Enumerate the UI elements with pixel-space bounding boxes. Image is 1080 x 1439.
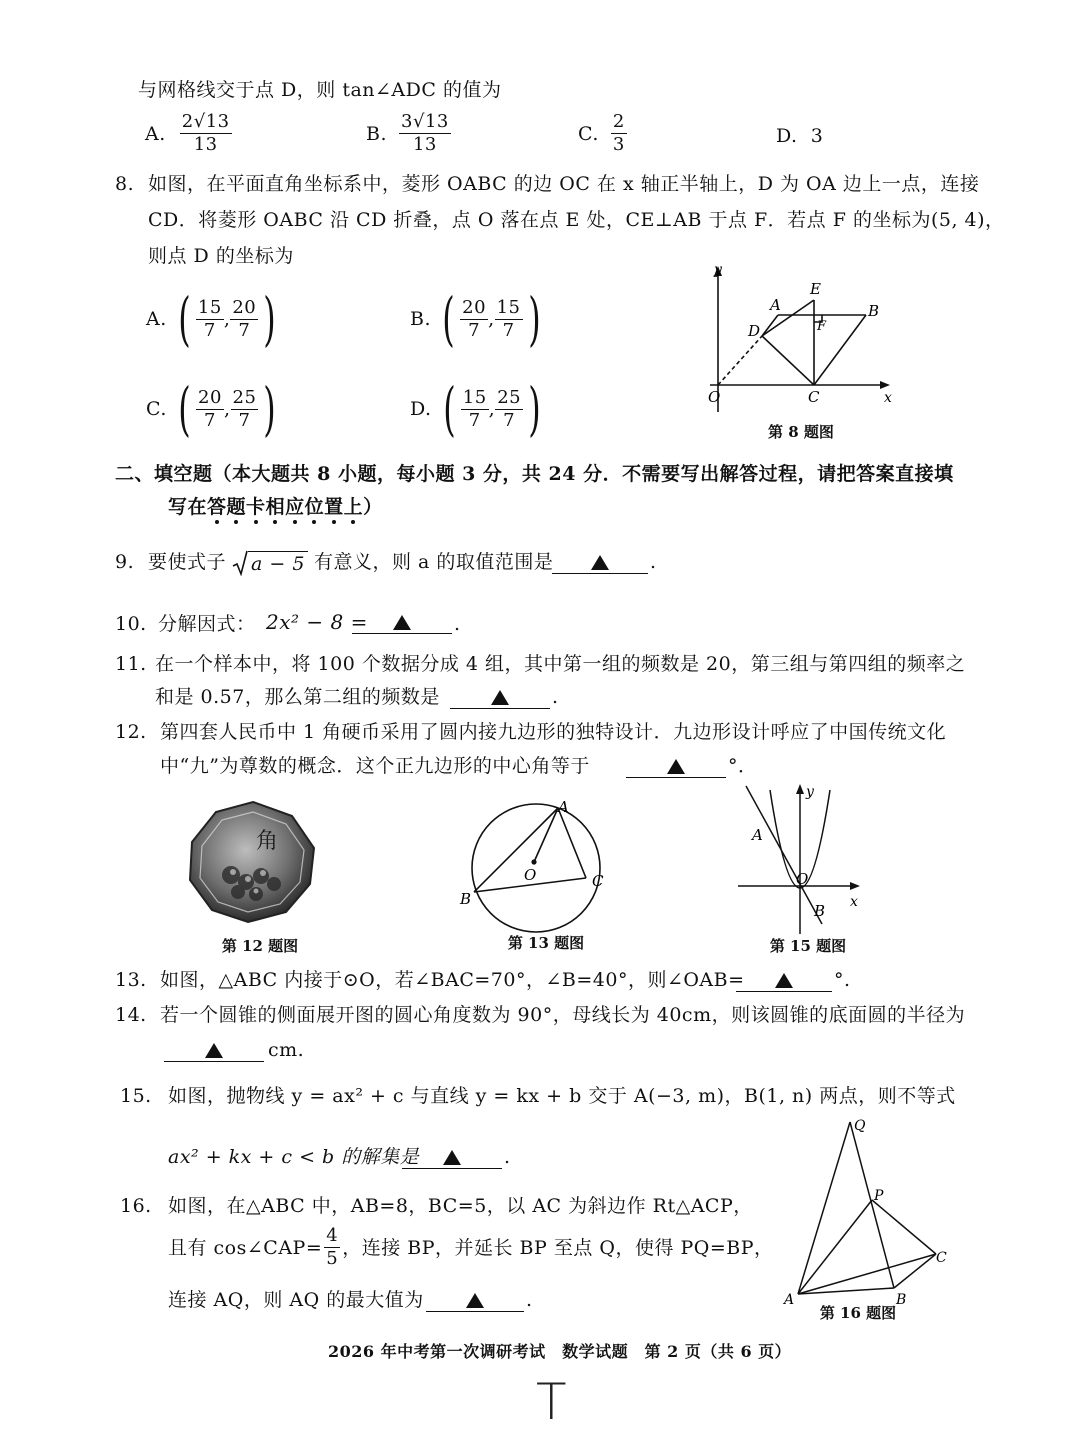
fig8-label-b: B (868, 302, 880, 320)
q10-answer-blank[interactable] (352, 611, 452, 634)
fig15-label-b: B (814, 902, 826, 920)
emphasis-char: 位 (304, 496, 325, 518)
fig8-label-d: D (748, 322, 761, 340)
answer-triangle-icon (667, 759, 685, 774)
q15-end: . (504, 1146, 511, 1168)
q10-end: . (454, 613, 461, 635)
q8-option-b: B. ( $\frac{20}{7}$ , $\frac{15}{7}$ ) (410, 285, 541, 353)
fig15-label-o: O (796, 870, 809, 888)
page-footer: 2026 年中考第一次调研考试 数学试题 第 2 页（共 6 页） (328, 1342, 792, 1361)
fig8-label-f: F (817, 319, 827, 334)
fig8-label-c: C (808, 388, 820, 406)
answer-triangle-icon (205, 1043, 223, 1058)
emphasis-char: 答 (207, 496, 227, 518)
emphasis-char: 上 (343, 496, 364, 518)
figure-8-diagram (690, 262, 910, 422)
q8-option-a: A. ( $\frac{15}{7}$ , $\frac{20}{7}$ ) (146, 285, 277, 353)
q8-option-d: D. ( $\frac{15}{7}$ , $\frac{25}{7}$ ) (410, 375, 542, 443)
q9-end: . (650, 551, 657, 573)
emphasis-char: 应 (285, 496, 305, 518)
q16-line1: 如图，在△ABC 中，AB=8，BC=5，以 AC 为斜边作 Rt△ACP， (168, 1195, 753, 1217)
q16-number: 16. (120, 1195, 152, 1217)
q10-number: 10. (115, 613, 147, 635)
fig8-od-dashed (718, 336, 762, 385)
fig13-caption: 第 13 题图 (507, 934, 585, 952)
q8-number: 8. (115, 173, 135, 195)
coin-character: 角 (256, 829, 279, 854)
q15-answer-blank[interactable] (402, 1146, 502, 1169)
q11-end: . (552, 686, 559, 708)
figure-13-diagram (456, 800, 616, 940)
fig13-label-b: B (460, 890, 472, 908)
emphasis-char: 置 (324, 496, 344, 518)
q8-option-c: C. ( $\frac{20}{7}$ , $\frac{25}{7}$ ) (146, 375, 277, 443)
handwritten-t-mark: T (536, 1373, 567, 1431)
fig13-label-c: C (592, 872, 604, 890)
section2-emphasis (207, 496, 363, 518)
emphasis-char: 相 (265, 496, 286, 518)
answer-triangle-icon (775, 973, 793, 988)
q12-answer-blank[interactable] (626, 755, 726, 778)
fig8-caption: 第 8 题图 (768, 423, 834, 441)
fig16-label-a: A (784, 1292, 795, 1308)
q14-line1: 若一个圆锥的侧面展开图的圆心角度数为 90°，母线长为 40cm，则该圆锥的底面圆的半径为 (160, 1004, 966, 1026)
section2-header-line1: 二、填空题（本大题共 8 小题，每小题 3 分，共 24 分．不需要写出解答过程，请把答案直接填 (115, 463, 954, 485)
q16-line3: 连接 AQ，则 AQ 的最大值为 (168, 1289, 424, 1311)
q12-line1: 第四套人民币中 1 角硬币采用了圆内接九边形的独特设计．九边形设计呼应了中国传统文化 (160, 721, 947, 743)
q15-line1: 如图，抛物线 y = ax² + c 与直线 y = kx + b 交于 A(−3, m)，B(1, n) 两点，则不等式 (168, 1085, 956, 1107)
fig15-label-a: A (752, 826, 763, 844)
q11-line2: 和是 0.57，那么第二组的频数是 (155, 686, 440, 708)
q16-end: . (526, 1289, 533, 1311)
q15-line2: ax² + kx + c < b 的解集是 (168, 1146, 420, 1168)
q7-tail: 与网格线交于点 D，则 tan∠ADC 的值为 (138, 79, 502, 101)
fig15-label-x: x (850, 894, 858, 910)
fig8-label-o: O (708, 388, 721, 406)
fig16-caption: 第 16 题图 (819, 1304, 897, 1322)
fig8-label-y: y (714, 262, 722, 278)
q7-option-b: B. $\frac{3√13}{13}$ (366, 111, 449, 155)
q10-expr: 2x² − 8 = (266, 610, 368, 634)
q11-line1: 在一个样本中，将 100 个数据分成 4 组，其中第一组的频数是 20，第三组与第四组的频率之 (155, 653, 966, 675)
q13-number: 13. (115, 969, 147, 991)
q12-number: 12. (115, 721, 147, 743)
fig15-label-y: y (806, 784, 814, 800)
q11-answer-blank[interactable] (450, 686, 550, 709)
q13-end: °. (834, 969, 851, 991)
q15-number: 15. (120, 1085, 152, 1107)
q16-answer-blank[interactable] (426, 1289, 524, 1312)
fig13-label-o: O (524, 866, 537, 884)
q12-line2: 中“九”为尊数的概念．这个正九边形的中心角等于 (160, 755, 590, 777)
q14-number: 14. (115, 1004, 147, 1026)
sqrt-icon (232, 550, 248, 576)
q7-option-c: C. $\frac{2}{3}$ (578, 111, 625, 155)
q9-text: 要使式子 a − 5 有意义，则 a 的取值范围是 (148, 551, 554, 575)
answer-triangle-icon (443, 1150, 461, 1165)
section2-header-line2: 写在答题卡相应位置上） (168, 496, 383, 518)
fig16-label-b: B (896, 1292, 907, 1308)
q9-number: 9. (115, 551, 135, 573)
fig8-label-x: x (884, 390, 892, 406)
answer-triangle-icon (591, 555, 609, 570)
figure-16-diagram (778, 1112, 958, 1308)
answer-triangle-icon (491, 690, 509, 705)
q16-line2: 且有 cos∠CAP= $\frac{4}{5}$ ，连接 BP，并延长 BP 至点 Q，使得 PQ=BP， (168, 1225, 774, 1269)
fig16-label-q: Q (854, 1118, 866, 1134)
emphasis-char: 卡 (246, 496, 266, 518)
fig16-label-c: C (936, 1250, 947, 1266)
q12-end: °． (728, 755, 758, 777)
q13-answer-blank[interactable] (736, 969, 832, 992)
answer-triangle-icon (393, 615, 411, 630)
emphasis-char: 题 (226, 496, 247, 518)
q8-line1: 如图，在平面直角坐标系中，菱形 OABC 的边 OC 在 x 轴正半轴上，D 为 OA 边上一点，连接 (148, 173, 980, 195)
fig8-label-e: E (810, 280, 821, 298)
q7-option-d: D. 3 (776, 125, 824, 147)
answer-triangle-icon (466, 1293, 484, 1308)
q13-text: 如图，△ABC 内接于⊙O，若∠BAC=70°，∠B=40°，则∠OAB= (160, 969, 745, 991)
fig16-label-p: P (874, 1188, 884, 1204)
fig12-caption: 第 12 题图 (221, 937, 299, 955)
q11-number: 11. (115, 653, 147, 675)
coin-image (186, 800, 320, 924)
q9-answer-blank[interactable] (552, 551, 648, 574)
q14-answer-blank[interactable] (164, 1039, 264, 1062)
q8-line3: 则点 D 的坐标为 (148, 245, 294, 267)
q10-pre: 分解因式： (158, 613, 256, 635)
q7-option-a: A. $\frac{2√13}{13}$ (145, 111, 230, 155)
fig13-label-a: A (558, 800, 569, 816)
fig8-label-a: A (770, 296, 781, 314)
q14-end: cm. (268, 1039, 305, 1061)
fig15-caption: 第 15 题图 (769, 937, 847, 955)
q9-sqrt: a − 5 (232, 550, 308, 576)
figure-15-diagram (730, 778, 870, 938)
q8-line2: CD．将菱形 OABC 沿 CD 折叠，点 O 落在点 E 处，CE⊥AB 于点 F．若点 F 的坐标为(5, 4)， (148, 209, 1005, 231)
